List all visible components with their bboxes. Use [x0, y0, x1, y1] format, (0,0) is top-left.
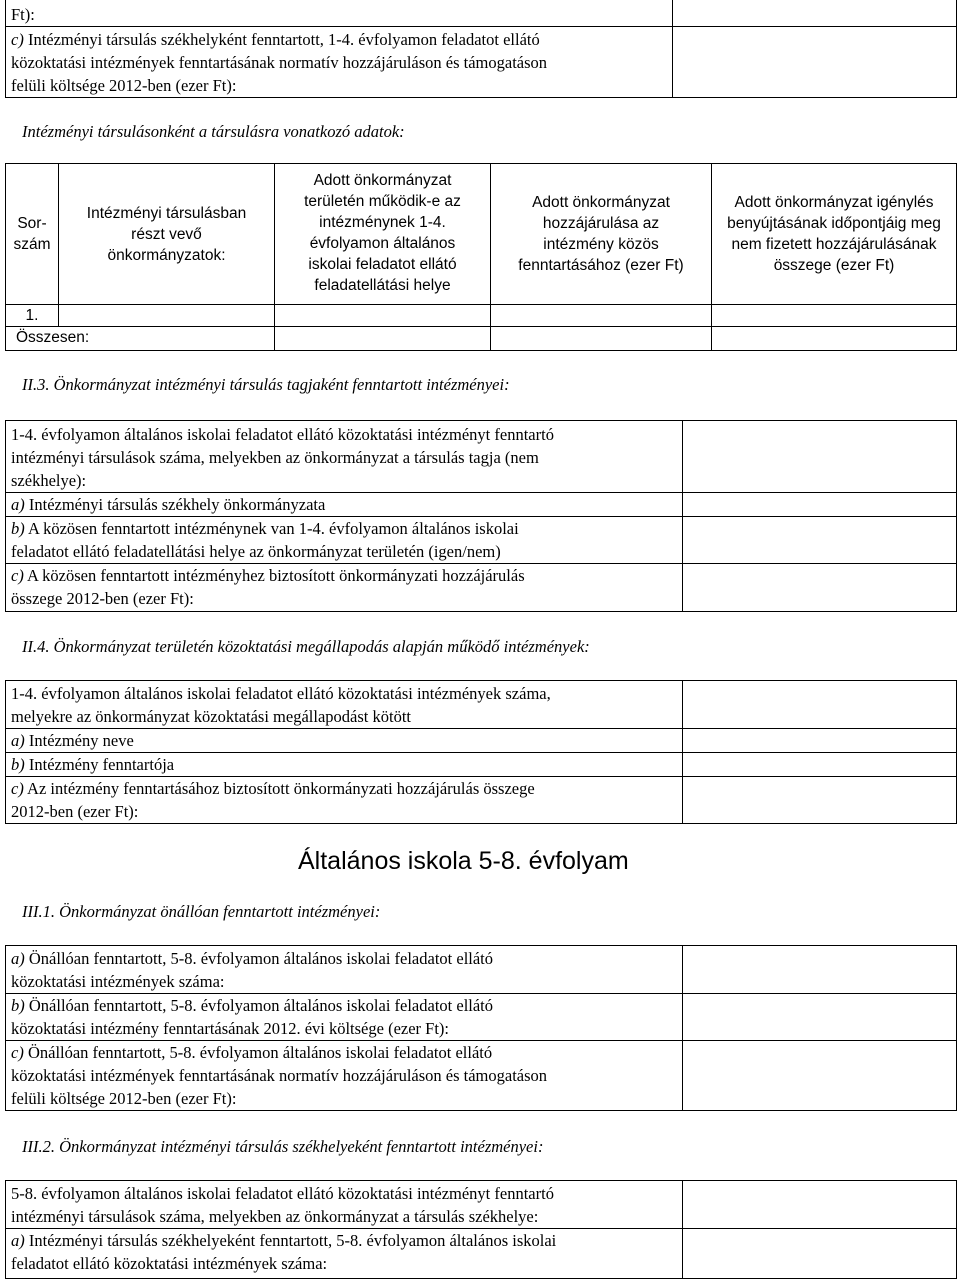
item-text: összege 2012-ben (ezer Ft):	[11, 589, 194, 608]
table-cell[interactable]	[491, 305, 712, 327]
item-text: intézményi társulások száma, melyekben az önkormányzat a társulás székhelye:	[11, 1207, 539, 1226]
item-label: c)	[11, 779, 24, 798]
item-text: feladatot ellátó közoktatási intézmények száma:	[11, 1254, 328, 1273]
section-title-II3: II.3. Önkormányzat intézményi társulás tagjaként fenntartott intézményei:	[22, 375, 510, 394]
header-text: Adott önkormányzat igénylés benyújtásának időpontjáig meg nem fizetett hozzájárulásának összege (ezer Ft)	[727, 194, 941, 274]
form-cell	[6, 0, 673, 27]
item-text: melyekre az önkormányzat közoktatási megállapodást kötött	[11, 707, 411, 726]
value-cell[interactable]	[673, 27, 957, 98]
row-number	[6, 305, 59, 327]
item-text: Önállóan fenntartott, 5-8. évfolyamon általános iskolai feladatot ellátó	[23, 1043, 493, 1062]
form-cell	[6, 681, 683, 729]
row-number-text: 1.	[25, 307, 39, 324]
form-cell	[6, 994, 683, 1041]
item-label: a)	[11, 495, 25, 514]
section-title-II4: II.4. Önkormányzat területén közoktatási megállapodás alapján működő intézmények:	[22, 637, 590, 656]
form-cell	[6, 27, 673, 98]
table-cell[interactable]	[712, 327, 957, 351]
section-title-III2: III.2. Önkormányzat intézményi társulás székhelyeként fenntartott intézményei:	[22, 1137, 544, 1156]
value-cell[interactable]	[683, 421, 957, 493]
header-text: Intézményi társulásban részt vevő önkormányzatok:	[86, 204, 247, 264]
item-label: c)	[11, 566, 24, 585]
III1-form-box	[5, 945, 957, 1111]
item-label: a)	[11, 949, 25, 968]
value-cell[interactable]	[683, 729, 957, 753]
item-label: b)	[11, 755, 25, 774]
item-text: Intézményi társulás székhelyeként fenntartott, 5-8. évfolyamon általános iskolai	[24, 1231, 557, 1250]
value-cell[interactable]	[683, 994, 957, 1041]
item-label: c)	[11, 30, 24, 49]
form-cell	[6, 729, 683, 753]
item-label: a)	[11, 731, 25, 750]
value-cell[interactable]	[683, 1181, 957, 1229]
form-cell	[6, 1041, 683, 1111]
value-cell[interactable]	[683, 1229, 957, 1279]
header-site	[275, 164, 491, 305]
item-text: Intézmény neve	[24, 731, 134, 750]
item-text: felüli költsége 2012-ben (ezer Ft):	[11, 1089, 237, 1108]
table-cell[interactable]	[275, 327, 491, 351]
value-cell[interactable]	[683, 681, 957, 729]
item-text: Önállóan fenntartott, 5-8. évfolyamon általános iskolai feladatot ellátó	[24, 996, 494, 1015]
item-text: A közösen fenntartott intézményhez biztosított önkormányzati hozzájárulás	[23, 566, 525, 585]
item-text: közoktatási intézmények fenntartásának normatív hozzájáruláson és támogatáson	[11, 53, 548, 72]
item-text: közoktatási intézmények fenntartásának normatív hozzájáruláson és támogatáson	[11, 1066, 548, 1085]
top-form-box	[5, 0, 957, 98]
item-text: 5-8. évfolyamon általános iskolai feladatot ellátó közoktatási intézményt fenntartó	[11, 1184, 554, 1203]
header-text: Sor- szám	[13, 215, 51, 253]
value-cell[interactable]	[683, 777, 957, 824]
table-cell[interactable]	[491, 327, 712, 351]
item-text: feladatot ellátó feladatellátási helye az önkormányzat területén (igen/nem)	[11, 542, 501, 561]
item-text: közoktatási intézmények száma:	[11, 972, 225, 991]
table-cell[interactable]	[712, 305, 957, 327]
item-text: felüli költsége 2012-ben (ezer Ft):	[11, 76, 237, 95]
form-cell	[6, 421, 683, 493]
item-text: Intézményi társulás székhely önkormányzata	[24, 495, 326, 514]
item-text: 1-4. évfolyamon általános iskolai feladatot ellátó közoktatási intézmények száma,	[11, 684, 551, 703]
table-cell[interactable]	[275, 305, 491, 327]
item-text: intézményi társulások száma, melyekben az önkormányzat a társulás tagja (nem	[11, 448, 539, 467]
item-label: b)	[11, 519, 25, 538]
cell-text: Ft):	[11, 5, 35, 24]
item-label: c)	[11, 1043, 24, 1062]
header-text: Adott önkormányzat területén működik-e az intézménynek 1-4. évfolyamon általános iskolai feladatot ellátó feladatellátási helye	[304, 172, 461, 294]
form-cell	[6, 1181, 683, 1229]
header-municipalities	[59, 164, 275, 305]
item-label: a)	[11, 1231, 25, 1250]
item-text: közoktatási intézmény fenntartásának 2012. évi költsége (ezer Ft):	[11, 1019, 450, 1038]
II4-form-box	[5, 680, 957, 824]
form-cell	[6, 517, 683, 564]
value-cell[interactable]	[673, 0, 957, 27]
item-text: Az intézmény fenntartásához biztosított önkormányzati hozzájárulás összege	[23, 779, 535, 798]
header-sorszam	[6, 164, 59, 305]
form-cell	[6, 777, 683, 824]
header-contribution	[491, 164, 712, 305]
form-cell	[6, 1229, 683, 1279]
item-text: székhelye):	[11, 471, 87, 490]
table-cell[interactable]	[59, 305, 275, 327]
form-cell	[6, 493, 683, 517]
grade-heading: Általános iskola 5-8. évfolyam	[298, 847, 629, 875]
total-label	[6, 327, 275, 351]
header-unpaid	[712, 164, 957, 305]
III2-form-box	[5, 1180, 957, 1279]
value-cell[interactable]	[683, 493, 957, 517]
value-cell[interactable]	[683, 1041, 957, 1111]
II3-form-box	[5, 420, 957, 612]
form-cell	[6, 564, 683, 612]
form-cell	[6, 946, 683, 994]
item-text: A közösen fenntartott intézménynek van 1-4. évfolyamon általános iskolai	[24, 519, 519, 538]
value-cell[interactable]	[683, 517, 957, 564]
form-cell	[6, 753, 683, 777]
item-label: b)	[11, 996, 25, 1015]
association-table	[5, 163, 957, 351]
total-text: Összesen:	[16, 329, 90, 346]
item-text: 2012-ben (ezer Ft):	[11, 802, 139, 821]
value-cell[interactable]	[683, 753, 957, 777]
item-text: Önállóan fenntartott, 5-8. évfolyamon általános iskolai feladatot ellátó	[24, 949, 494, 968]
value-cell[interactable]	[683, 946, 957, 994]
section-heading: Intézményi társulásonként a társulásra vonatkozó adatok:	[22, 122, 405, 141]
item-text: Intézmény fenntartója	[24, 755, 175, 774]
header-text: Adott önkormányzat hozzájárulása az intézmény közös fenntartásához (ezer Ft)	[518, 194, 684, 274]
item-text: 1-4. évfolyamon általános iskolai feladatot ellátó közoktatási intézményt fenntartó	[11, 425, 554, 444]
value-cell[interactable]	[683, 564, 957, 612]
item-text: Intézményi társulás székhelyként fenntartott, 1-4. évfolyamon feladatot ellátó	[23, 30, 540, 49]
section-title-III1: III.1. Önkormányzat önállóan fenntartott intézményei:	[22, 902, 381, 921]
